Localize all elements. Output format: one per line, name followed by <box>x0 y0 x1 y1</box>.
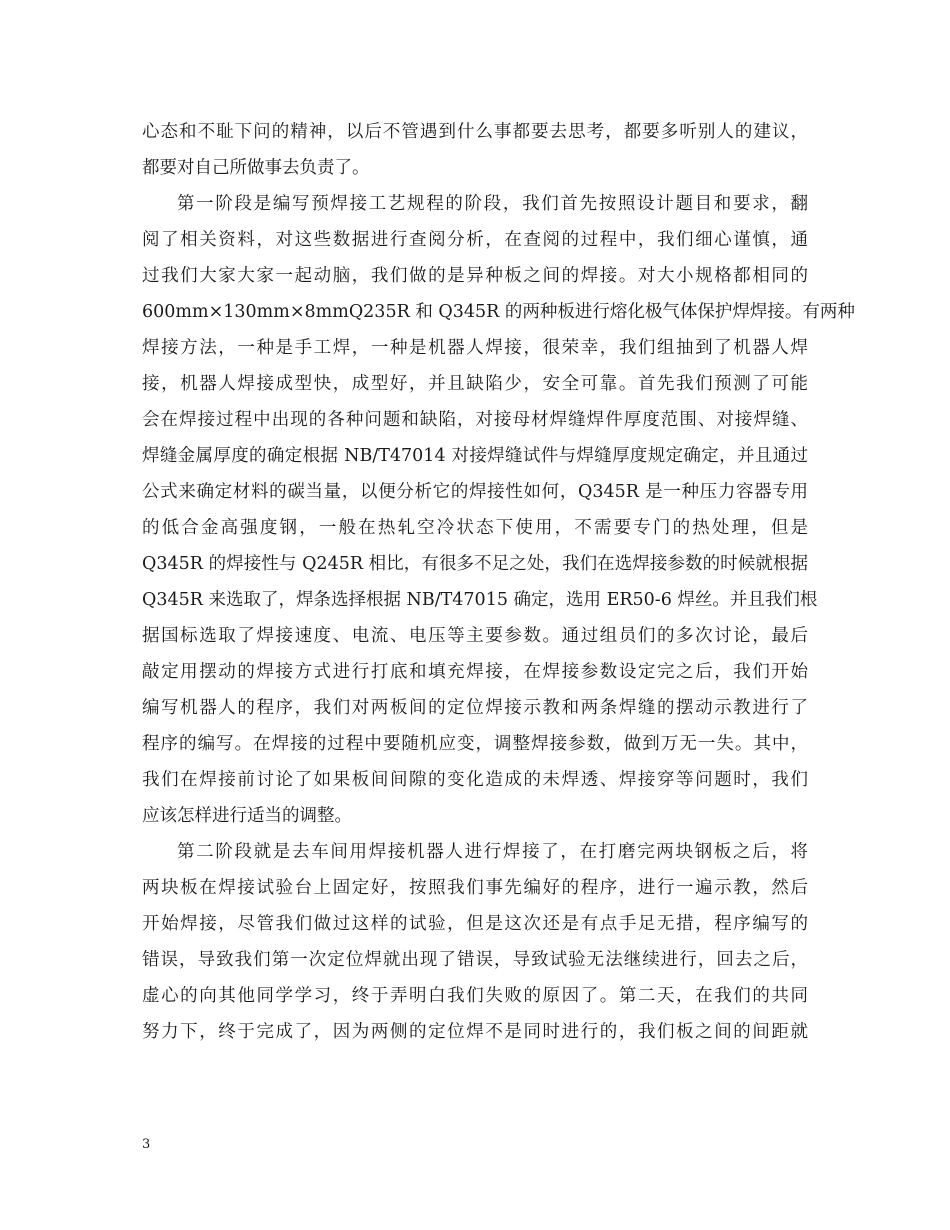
text-line: 应该怎样进行适当的调整。 <box>142 806 352 826</box>
text-line: 都要对自己所做事去负责了。 <box>142 158 370 178</box>
text-line: 虚心的向其他同学学习，终于弄明白我们失败的原因了。第二天，在我们的共同 <box>142 986 808 1006</box>
text-line: 编写机器人的程序，我们对两板间的定位焊接示教和两条焊缝的摆动示教进行了 <box>142 698 808 718</box>
page-number: 3 <box>142 1137 151 1152</box>
text-line: 公式来确定材料的碳当量，以便分析它的焊接性如何，Q345R 是一种压力容器专用 <box>142 482 808 502</box>
text-line: 的低合金高强度钢，一般在热轧空冷状态下使用，不需要专门的热处理，但是 <box>142 518 808 538</box>
text-line: 心态和不耻下问的精神，以后不管遇到什么事都要去思考，都要多听别人的建议， <box>142 122 808 142</box>
document-body <box>142 114 855 1050</box>
text-line: 据国标选取了焊接速度、电流、电压等主要参数。通过组员们的多次讨论，最后 <box>142 626 808 646</box>
text-line: 接，机器人焊接成型快，成型好，并且缺陷少，安全可靠。首先我们预测了可能 <box>142 374 808 394</box>
text-line: 努力下，终于完成了，因为两侧的定位焊不是同时进行的，我们板之间的间距就 <box>142 1022 808 1042</box>
text-line: 第一阶段是编写预焊接工艺规程的阶段，我们首先按照设计题目和要求，翻 <box>177 194 808 214</box>
text-line: 焊缝金属厚度的确定根据 NB/T47014 对接焊缝试件与焊缝厚度规定确定，并且通过 <box>142 446 808 466</box>
text-line: 错误，导致我们第一次定位焊就出现了错误，导致试验无法继续进行，回去之后， <box>142 950 808 970</box>
text-line: 第二阶段就是去车间用焊接机器人进行焊接了，在打磨完两块钢板之后，将 <box>177 842 808 862</box>
paragraph <box>142 114 808 186</box>
text-line: 会在焊接过程中出现的各种问题和缺陷，对接母材焊缝焊件厚度范围、对接焊缝、 <box>142 410 808 430</box>
text-line: Q345R 的焊接性与 Q245R 相比，有很多不足之处，我们在选焊接参数的时候就根据 <box>142 554 808 574</box>
text-line: Q345R 来选取了，焊条选择根据 NB/T47015 确定，选用 ER50-6 焊丝。并且我们根 <box>142 590 818 610</box>
text-line: 我们在焊接前讨论了如果板间间隙的变化造成的未焊透、焊接穿等问题时，我们 <box>142 770 808 790</box>
text-line: 开始焊接，尽管我们做过这样的试验，但是这次还是有点手足无措，程序编写的 <box>142 914 808 934</box>
text-line: 阅了相关资料，对这些数据进行查阅分析，在查阅的过程中，我们细心谨慎，通 <box>142 230 808 250</box>
paragraph <box>142 186 855 834</box>
text-line: 两块板在焊接试验台上固定好，按照我们事先编好的程序，进行一遍示教，然后 <box>142 878 808 898</box>
text-line: 过我们大家大家一起动脑，我们做的是异种板之间的焊接。对大小规格都相同的 <box>142 266 808 286</box>
text-line: 焊接方法，一种是手工焊，一种是机器人焊接，很荣幸，我们组抽到了机器人焊 <box>142 338 808 358</box>
paragraph <box>142 834 808 1050</box>
text-line: 600mm×130mm×8mmQ235R 和 Q345R 的两种板进行熔化极气体保护焊焊接。有两种 <box>142 302 855 322</box>
text-line: 敲定用摆动的焊接方式进行打底和填充焊接，在焊接参数设定完之后，我们开始 <box>142 662 808 682</box>
text-line: 程序的编写。在焊接的过程中要随机应变，调整焊接参数，做到万无一失。其中， <box>142 734 808 754</box>
